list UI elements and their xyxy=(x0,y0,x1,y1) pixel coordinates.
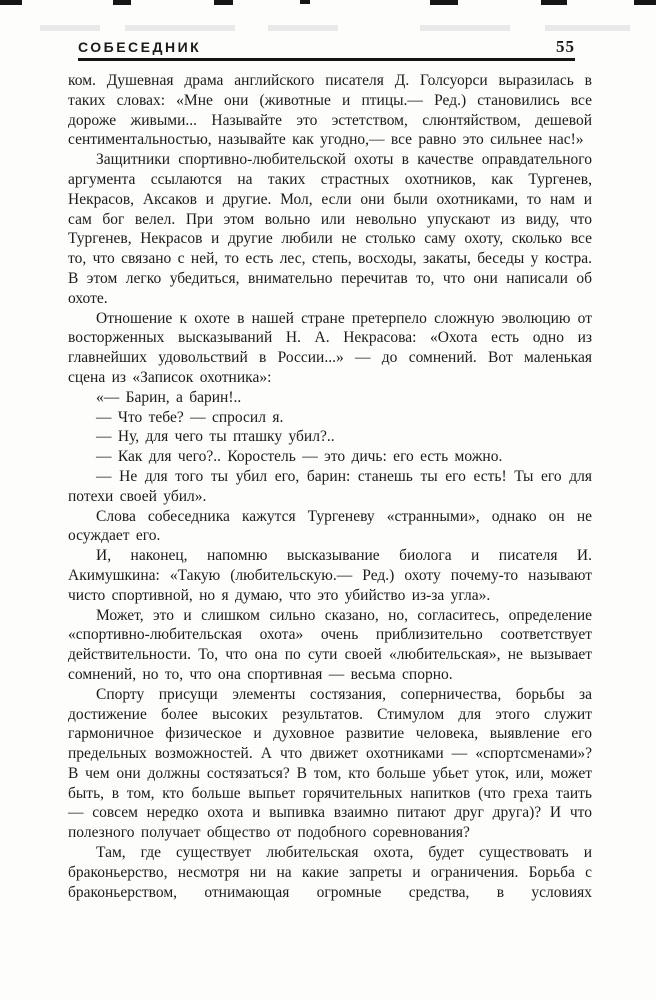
scan-artifact xyxy=(0,0,22,5)
paragraph: И, наконец, напомню высказывание биолога и писателя И. Акимушкина: «Такую (любительскую.— Ред.) охоту почему-то называют чисто спортивной, но я думаю, что это убийство из-за угла». xyxy=(68,547,592,604)
scan-artifact xyxy=(634,0,656,5)
journal-section-title: СОБЕСЕДНИК xyxy=(78,39,202,55)
scan-artifact xyxy=(545,25,630,31)
running-head xyxy=(78,38,575,61)
scan-artifact xyxy=(420,25,510,31)
scan-artifact xyxy=(214,0,233,5)
paragraph: ком. Душевная драма английского писателя Д. Голсуорси выразилась в таких словах: «Мне они (животные и птицы.— Ред.) становились все дороже живыми... Называйте это эстетством, слюнтяйством, дешевой сентиментальностью, называйте как угодно,— все равно это сильнее нас!» xyxy=(68,72,592,149)
scan-artifact xyxy=(268,25,338,31)
paragraph: Там, где существует любительская охота, будет существовать и браконьерство, несмотря ни на какие запреты и ограничения. Борьба с браконьерством, отнимающая огромные средства, в условиях xyxy=(68,844,592,901)
dialogue-line: — Что тебе? — спросил я. xyxy=(96,408,284,426)
page-number: 55 xyxy=(556,37,575,56)
paragraph: Слова собеседника кажутся Тургеневу «странными», однако он не осуждает его. xyxy=(68,507,592,545)
paragraph: Может, это и слишком сильно сказано, но, согласитесь, определение «спортивно-любительская охота» очень приблизительно соответствует действительности. То, что она по сути своей «любительская», не вызывает сомнений, но то, что она спортивная — весьма спорно. xyxy=(68,606,592,683)
dialogue-line: «— Барин, а барин!.. xyxy=(96,388,242,406)
dialogue-line: — Как для чего?.. Коростель — это дичь: его есть можно. xyxy=(96,448,503,466)
paragraph: Защитники спортивно-любительской охоты в качестве оправдательного аргумента ссылаются на таких страстных охотников, как Тургенев, Некрасов, Аксаков и другие. Мол, если они были охотниками, то нам и сам бог велел. При этом вольно или невольно упускают из виду, что Тургенев, Некрасов и другие любили не столько саму охоту, сколько все то, что связано с ней, то есть лес, степь, восходы, закаты, беседы у костра. В этом легко убедиться, внимательно перечитав то, что они написали об охоте. xyxy=(68,151,592,307)
scan-artifact xyxy=(125,25,235,31)
scan-artifact xyxy=(430,0,458,5)
paragraph: Спорту присущи элементы состязания, соперничества, борьбы за достижение более высоких результатов. Стимулом для этого служит гармоничное физическое и духовное развитие человека, выявление его предельных возможностей. А что движет охотниками — «спортсменами»? В чем они должны состязаться? В том, кто больше убьет уток, или, может быть, в том, кто больше выпьет горячительных напитков (что греха таить — совсем нередко охота и выпивка взаимно питают друг друга)? И что полезного получает общество от подобного соревнования? xyxy=(68,685,592,842)
scan-artifact xyxy=(541,0,567,5)
article-text xyxy=(68,71,592,902)
scan-artifact xyxy=(300,0,310,4)
scan-artifact xyxy=(113,0,131,5)
scan-artifact xyxy=(40,25,100,31)
dialogue-line: — Не для того ты убил его, барин: станешь ты его есть! Ты его для потехи своей убил». xyxy=(68,467,592,505)
dialogue-line: — Ну, для чего ты пташку убил?.. xyxy=(96,428,335,446)
paragraph: Отношение к охоте в нашей стране претерпело сложную эволюцию от восторженных высказываний Н. А. Некрасова: «Охота есть одно из главнейших удовольствий в России...» — до сомнений. Вот маленькая сцена из «Записок охотника»: xyxy=(68,309,592,386)
